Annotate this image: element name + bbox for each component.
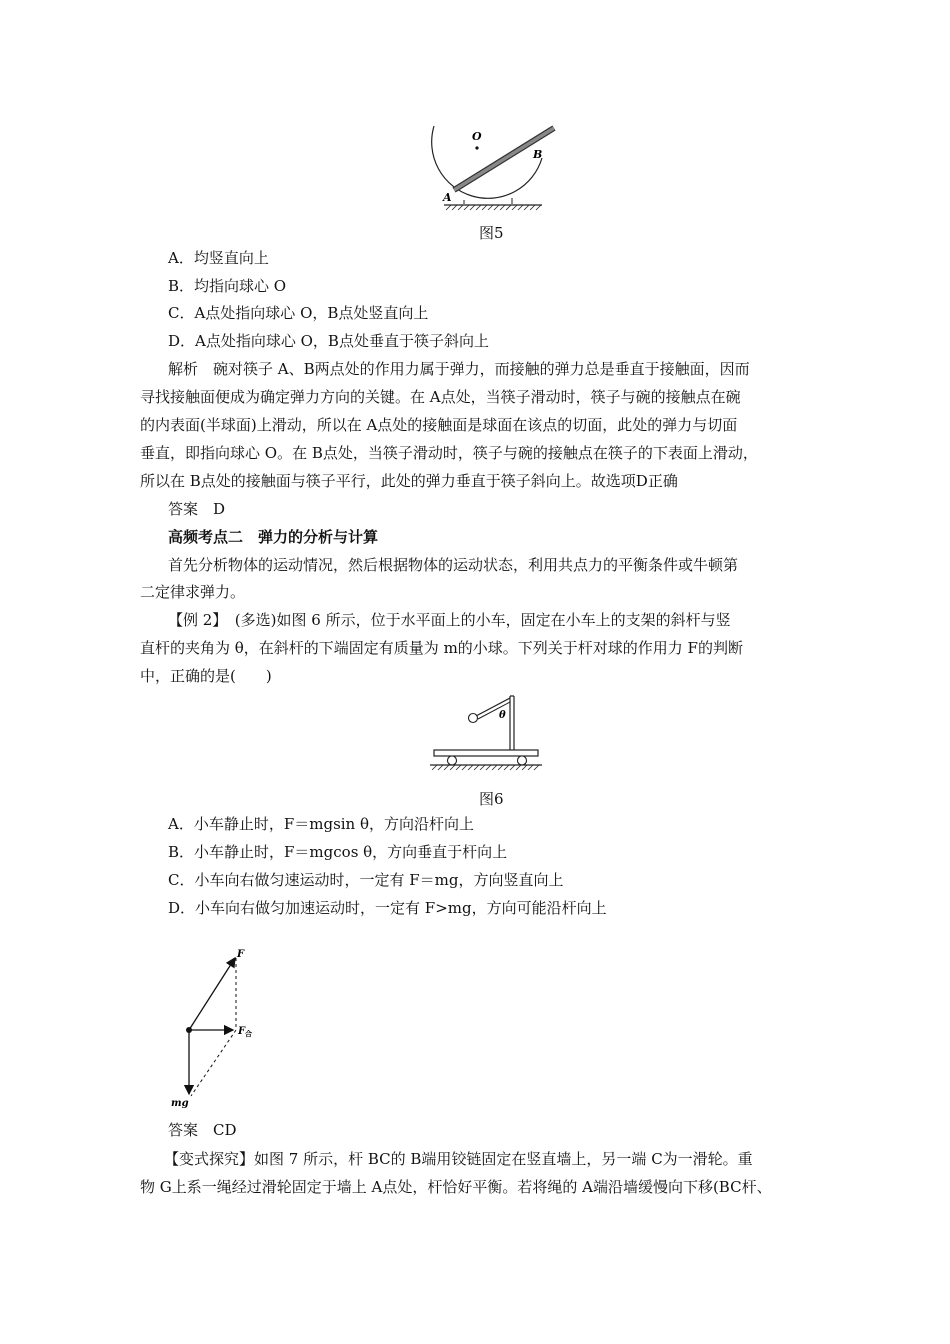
- example-2-line: 【例 2】 (多选)如图 6 所示，位于水平面上的小车，固定在小车上的支架的斜杆与竖: [168, 611, 731, 629]
- example-2-line: 直杆的夹角为 θ，在斜杆的下端固定有质量为 m的小球。下列关于杆对球的作用力 F的判断: [140, 639, 743, 657]
- label-b: B: [533, 148, 543, 161]
- variant-line: 物 G上系一绳经过滑轮固定于墙上 A点处，杆恰好平衡。若将绳的 A端沿墙缓慢向下移(BC杆、: [140, 1178, 772, 1196]
- analysis-line: 的内表面(半球面)上滑动，所以在 A点处的接触面是球面在该点的切面，此处的弹力与切面: [140, 416, 738, 434]
- analysis-line: 所以在 B点处的接触面与筷子平行，此处的弹力垂直于筷子斜向上。故选项D正确: [140, 472, 678, 490]
- answer-2: 答案 CD: [168, 1121, 237, 1139]
- label-o: O: [472, 130, 482, 143]
- section-2-title: 高频考点二 弹力的分析与计算: [168, 528, 379, 546]
- figure-5-bowl-diagram: [420, 118, 570, 218]
- figure-5-caption: 图5: [479, 224, 504, 242]
- analysis-line: 寻找接触面便成为确定弹力方向的关键。在 A点处，当筷子滑动时，筷子与碗的接触点在碗: [140, 388, 741, 406]
- analysis-line: 垂直，即指向球心 O。在 B点处，当筷子滑动时，筷子与碗的接触点在筷子的下表面上滑动，: [140, 444, 758, 462]
- force-diagram: [165, 944, 265, 1110]
- figure-6-cart-diagram: [426, 690, 546, 774]
- label-f-net-sub: 合: [245, 1029, 252, 1038]
- mass-point: [186, 1027, 192, 1033]
- q1-option-d: D．A点处指向球心 O，B点处垂直于筷子斜向上: [168, 332, 489, 350]
- figure-6-caption: 图6: [479, 790, 504, 808]
- q2-option-a: A．小车静止时，F＝mgsin θ，方向沿杆向上: [168, 815, 475, 833]
- sphere-center-dot: [475, 146, 478, 149]
- q1-option-b: B．均指向球心 O: [168, 277, 287, 295]
- q1-option-c: C．A点处指向球心 O，B点处竖直向上: [168, 304, 429, 322]
- q2-option-c: C．小车向右做匀速运动时，一定有 F＝mg，方向竖直向上: [168, 871, 564, 889]
- label-f-net: F: [238, 1026, 246, 1037]
- variant-line: 【变式探究】如图 7 所示，杆 BC的 B端用铰链固定在竖直墙上，另一端 C为一滑轮。重: [164, 1150, 753, 1168]
- section-2-intro-line: 首先分析物体的运动情况，然后根据物体的运动状态，利用共点力的平衡条件或牛顿第: [168, 556, 739, 574]
- q2-option-d: D．小车向右做匀加速运动时，一定有 F>mg，方向可能沿杆向上: [168, 899, 607, 917]
- q2-option-b: B．小车静止时，F＝mgcos θ，方向垂直于杆向上: [168, 843, 508, 861]
- section-2-intro-line: 二定律求弹力。: [140, 583, 246, 601]
- label-mg: mg: [171, 1098, 189, 1109]
- analysis-line: 解析 碗对筷子 A、B两点处的作用力属于弹力，而接触的弹力总是垂直于接触面，因而: [168, 360, 750, 378]
- label-theta: θ: [499, 710, 506, 721]
- q1-option-a: A．均竖直向上: [168, 249, 269, 267]
- label-f: F: [237, 949, 245, 960]
- answer-1: 答案 D: [168, 500, 226, 518]
- example-2-line: 中，正确的是( ): [140, 667, 272, 685]
- label-a: A: [443, 191, 452, 204]
